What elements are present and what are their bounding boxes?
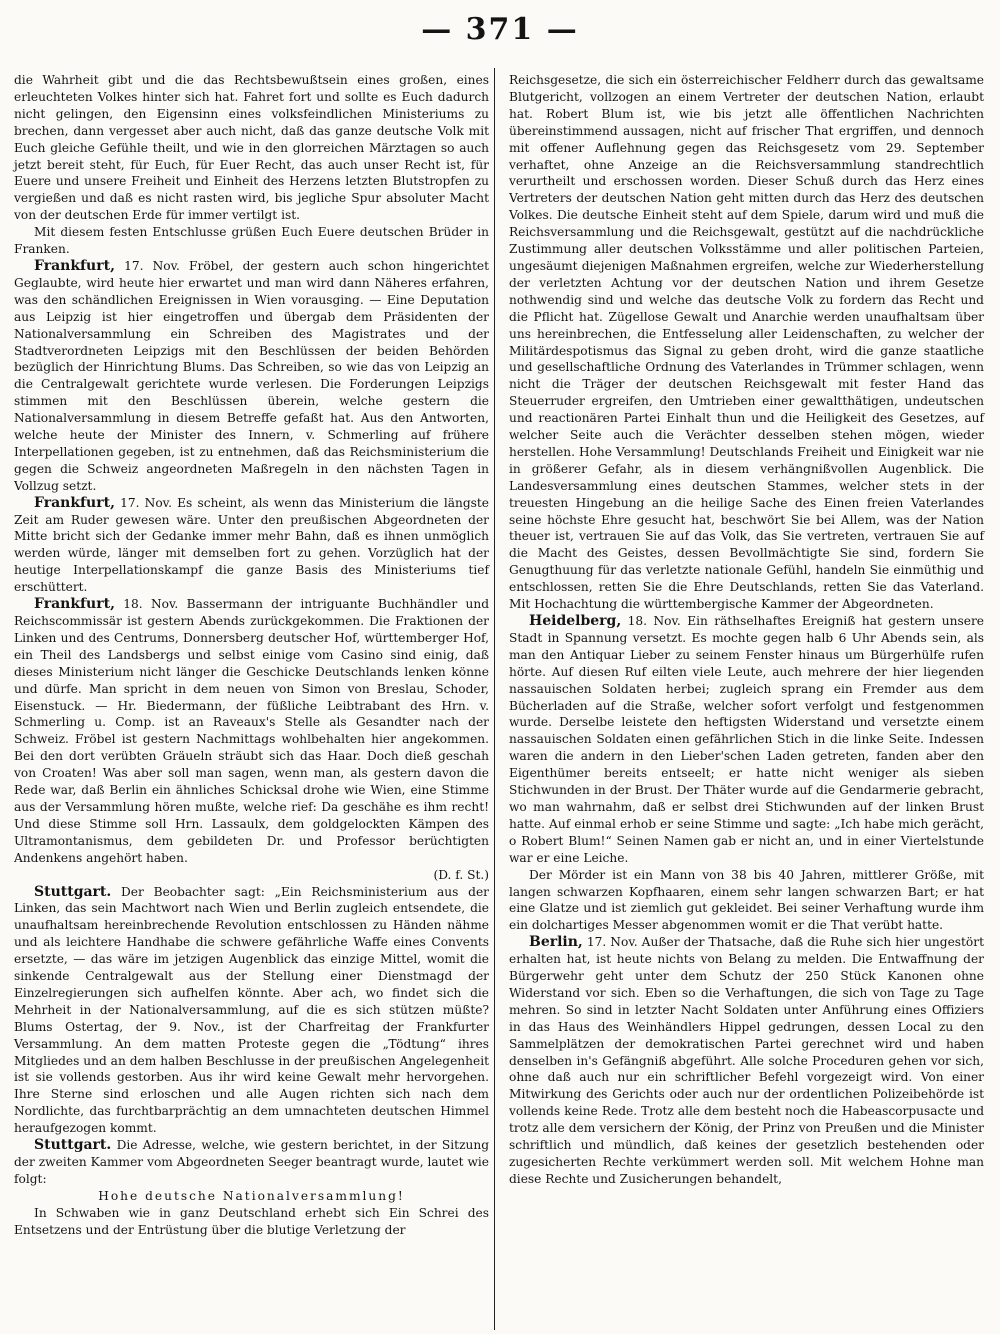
right-column	[509, 72, 984, 1188]
article-closing: Mit diesem festen Entschlusse grüßen Euch Euere deutschen Brüder in Franken.	[14, 225, 489, 257]
address-body-start: In Schwaben wie in ganz Deutschland erhebt sich Ein Schrei des Entsetzens und der Entrüstung über die blutige Verletzung der	[14, 1205, 489, 1237]
report-body: 17. Nov. Es scheint, als wenn das Ministerium die längste Zeit am Ruder gewesen wäre. Unter den preußischen Abgeordneten der Mitte bricht sich der Gedanke immer mehr Bahn, daß es ihnen unmöglich werden würde, länger mit demselben fort zu gehen. Vorzüglich hat der heutige Interpellationskampf die ganze Basis des Ministeriums tief erschüttert.	[14, 495, 489, 595]
report-stuttgart-2	[14, 1137, 489, 1188]
dateline-place: Heidelberg,	[529, 613, 622, 629]
page-number: — 371 —	[421, 12, 579, 47]
dateline-place: Stuttgart.	[34, 883, 112, 900]
dateline-place: Frankfurt,	[34, 257, 115, 274]
left-column	[14, 72, 489, 1239]
report-berlin	[509, 934, 984, 1188]
dateline-place: Berlin,	[529, 934, 583, 951]
report-frankfurt-3	[14, 596, 489, 867]
column-divider	[494, 68, 495, 1330]
article-continuation: die Wahrheit gibt und die das Rechtsbewußtsein eines großen, eines erleuchteten Volkes hinter sich hat. Fahret fort und sollte es Euch dadurch nicht gelingen, den Eigensinn eines volksfeindlichen Ministeriums zu brechen, dann vergesset aber auch nicht, daß das ganze deutsche Volk mit Euch gleiche Gefühle theilt, und wie in den glorreichen Märztagen so auch jetzt bereit steht, für Euch, für Euer Recht, das auch unser Recht ist, für Euere und unsere Freiheit und Einheit des Herzens letzten Blutstropfen zu vergießen und daß es nicht rasten wird, bis jegliche Spur absoluter Macht von der deutschen Erde für immer vertilgt ist.	[14, 73, 489, 223]
report-frankfurt-2	[14, 495, 489, 596]
report-heidelberg	[509, 613, 984, 867]
report-heidelberg-continued: Der Mörder ist ein Mann von 38 bis 40 Jahren, mittlerer Größe, mit langen schwarzen Kopfhaaren, einem sehr langen schwarzen Bart; er hat eine Glatze und ist ziemlich gut gekleidet. Bei seiner Verhaftung wurde ihm ein dolchartiges Messer abgenommen womit er die That verübt hatte.	[509, 867, 984, 933]
address-heading: Hohe deutsche Nationalversammlung!	[98, 1188, 405, 1203]
report-body: 17. Nov. Außer der Thatsache, daß die Ruhe sich hier ungestört erhalten hat, ist heute nichts von Belang zu melden. Die Entwaffnung der Bürgerwehr geht unter dem Schutz der 250 Stück Kanonen ohne Widerstand vor sich. Eben so die Verhaftungen, die sich von Tage zu Tage mehren. So sind in letzter Nacht Soldaten unter Anführung eines Offiziers in das Haus des Weinhändlers Hippel gedrungen, dessen Local zu den Sammelplätzen der demokratischen Partei gerechnet wird und haben denselben in's Gefängniß abgeführt. Alle solche Proceduren gehen vor sich, ohne daß auch nur ein schriftlicher Befehl vorgezeigt wird. Von einer Mitwirkung des Gerichts oder auch nur der ordentlichen Polizeibehörde ist vollends keine Rede. Trotz alle dem besteht noch die Habeascorpusacte und trotz alle dem versichern der König, der Prinz von Preußen und die Minister schriftlich und mündlich, daß keines der gesetzlich bestehenden oder zugesicherten Rechte verkümmert werden soll. Mit welchem Hohne man diese Rechte und Zusicherungen behandelt,	[509, 935, 984, 1186]
report-body: Die Adresse, welche, wie gestern berichtet, in der Sitzung der zweiten Kammer vom Abgeordneten Seeger beantragt wurde, lautet wie folgt:	[14, 1138, 489, 1186]
address-body-continued: Reichsgesetze, die sich ein österreichischer Feldherr durch das gewaltsame Blutgericht, vollzogen an einem Vertreter der deutschen Nation, erlaubt hat. Robert Blum ist, wie bis jetzt alle öffentlichen Nachrichten übereinstimmend aussagen, nicht auf frischer That ergriffen, und dennoch mit offener Auflehnung gegen das Reichsgesetz vom 29. September verhaftet, ohne Anzeige an die Reichsversammlung standrechtlich verurtheilt und erschossen worden. Dieser Schuß durch das Herz eines Vertreters der deutschen Nation geht mitten durch das Herz des deutschen Volkes. Die deutsche Einheit steht auf dem Spiele, darum wird und muß die Reichsversammlung und die Reichsgewalt, gestützt auf die nachdrückliche Zustimmung aller deutschen Volksstämme und aller politischen Parteien, ungesäumt diejenigen Maßnahmen ergreifen, welche zur Wiederherstellung der verletzten Achtung vor der deutschen Nation und ihrem Gesetze nothwendig sind und welche das deutsche Volk zu fordern das Recht und die Pflicht hat. Zügellose Gewalt und Anarchie werden unaufhaltsam über uns hereinbrechen, die Entfesselung aller Leidenschaften, zu welcher der Militärdespotismus das Signal zu geben droht, wird die ganze staatliche und gesellschaftliche Ordnung des Vaterlandes in Trümmer schlagen, wenn nicht die Träger der deutschen Reichsgewalt mit fester Hand das Steuerruder ergreifen, den Umtrieben einer gewaltthätigen, undeutschen und reactionären Partei Einhalt thun und die Heiligkeit des Gesetzes, auf welcher Seite auch die Verächter desselben stehen mögen, wieder herstellen. Hohe Versammlung! Deutschlands Freiheit und Einigkeit war nie in größerer Gefahr, als in diesem verhängnißvollen Augenblick. Die Landesversammlung eines deutschen Stammes, welcher stets in der treuesten Hingebung an die heilige Sache des Einen freien Vaterlandes seine höchste Ehre gesucht hat, beschwört Sie bei Allem, was der Nation theuer ist, vertrauen Sie auf das Volk, das Sie vertreten, vertrauen Sie auf die Macht des Geistes, dessen Bevollmächtigte Sie sind, fordern Sie Genugthuung für das verletzte nationale Gefühl, handeln Sie einmüthig und entschlossen, retten Sie die Ehre Deutschlands, retten Sie das Vaterland. Mit Hochachtung die württembergische Kammer der Abgeordneten.	[509, 73, 984, 612]
report-body: 18. Nov. Ein räthselhaftes Ereigniß hat gestern unsere Stadt in Spannung versetzt. Es mochte gegen halb 6 Uhr Abends sein, als man den Antiquar Lieber zu seinem Fenster hinaus um Bürgerhülfe rufen hörte. Auf diesen Ruf eilten viele Leute, auch mehrere der hier liegenden nassauischen Soldaten herbei; zugleich sprang ein Fremder aus dem Bücherladen auf die Straße, welcher sofort verfolgt und festgenommen wurde. Derselbe leistete den heftigsten Widerstand und versetzte einem nassauischen Soldaten einen gefährlichen Stich in die linke Seite. Indessen waren die andern in den Lieber'schen Laden getreten, fanden aber den Eigenthümer bereits entseelt; er hatte nicht weniger als sieben Stichwunden in der Brust. Der Thäter wurde auf die Gendarmerie gebracht, wo man wahrnahm, daß er selbst drei Stichwunden auf der linken Brust hatte. Auf einmal erhob er seine Stimme und sagte: „Ich habe mich gerächt, o Robert Blum!“ Seinen Namen gab er nicht an, und in einer Viertelstunde war er eine Leiche.	[509, 614, 984, 865]
report-stuttgart-1	[14, 884, 489, 1138]
dateline-place: Stuttgart.	[34, 1137, 112, 1154]
report-body: 18. Nov. Bassermann der intriguante Buchhändler und Reichscommissär ist gestern Abends zurückgekommen. Die Fraktionen der Linken und des Centrums, Donnersberg deutscher Hof, württemberger Hof, ein Theil des Landsbergs und selbst einige vom Casino sind einig, daß dieses Ministerium nicht länger die Geschicke Deutschlands lenken könne und dürfe. Man spricht in dem neuen von Simon von Breslau, Schoder, Eisenstuck. — Hr. Biedermann, der füßliche Leibtrabant des Hrn. v. Schmerling u. Comp. ist an Raveaux's Stelle als Gesandter nach der Schweiz. Fröbel ist gestern Nachmittags wohlbehalten hier angekommen. Bei den dort verübten Gräueln sträubt sich das Haar. Doch dieß geschah von Croaten! Was aber soll man sagen, wenn man, als gestern davon die Rede war, daß Berlin ein ähnliches Schicksal drohe wie Wien, eine Stimme aus der Versammlung hören mußte, welche rief: Da geschähe es ihm recht! Und diese Stimme soll Hrn. Lassaulx, dem goldgelockten Kämpen des Ultramontanismus, dem gebildeten Dr. und Professor berüchtigten Andenkens angehört haben.	[14, 597, 489, 865]
report-frankfurt-1	[14, 258, 489, 495]
report-body: 17. Nov. Fröbel, der gestern auch schon hingerichtet Geglaubte, wird heute hier erwartet und man wird dann Näheres erfahren, was den schändlichen Ereignissen in Wien vorausging. — Eine Deputation aus Leipzig ist hier eingetroffen und übergab dem Präsidenten der Nationalversammlung ein Schreiben des Magistrates und der Stadtverordneten Leipzigs mit den Beschlüssen der beiden Behörden bezüglich der Hinrichtung Blums. Das Schreiben, so wie das von Leipzig an die Centralgewalt gerichtete wurde verlesen. Die Forderungen Leipzigs stimmen mit den Beschlüssen überein, welche gestern die Nationalversammlung in diesem Betreffe gefaßt hat. Aus den Antworten, welche heute der Minister des Innern, v. Schmerling auf frühere Interpellationen gegeben, ist zu entnehmen, daß das Reichsministerium die gegen die Schweiz angeordneten Maßregeln in den nächsten Tagen in Vollzug setzt.	[14, 258, 489, 493]
dateline-place: Frankfurt,	[34, 494, 115, 511]
source-note: (D. f. St.)	[433, 867, 489, 882]
dateline-place: Frankfurt,	[34, 596, 115, 613]
report-body: Der Beobachter sagt: „Ein Reichsministerium aus der Linken, das sein Machtwort nach Wien und Berlin zugleich entsendete, die unaufhaltsam hereinbrechende Revolution entschlossen zu Händen nähme und als leichtere Handhabe die schwere gefährliche Waffe eines Convents ersetzte, — das wäre im jetzigen Augenblick das einzige Mittel, womit die sinkende Centralgewalt aus der Stellung einer Dienstmagd der Einzelregierungen sich aufhelfen könnte. Aber ach, wo findet sich die Mehrheit in der Nationalversammlung, auf die es sich stützen müßte? Blums Ostertag, der 9. Nov., ist der Charfreitag der Frankfurter Versammlung. An dem matten Proteste gegen die „Tödtung“ ihres Mitgliedes und an dem halben Beschlusse in der preußischen Angelegenheit ist sie vollends gestorben. Aus ihr wird keine Gewalt mehr hervorgehen. Ihre Sterne sind erloschen und alle Augen richten sich nach dem Nordlichte, das furchtbarprächtig an dem umnachteten deutschen Himmel heraufgezogen kommt.	[14, 884, 489, 1136]
